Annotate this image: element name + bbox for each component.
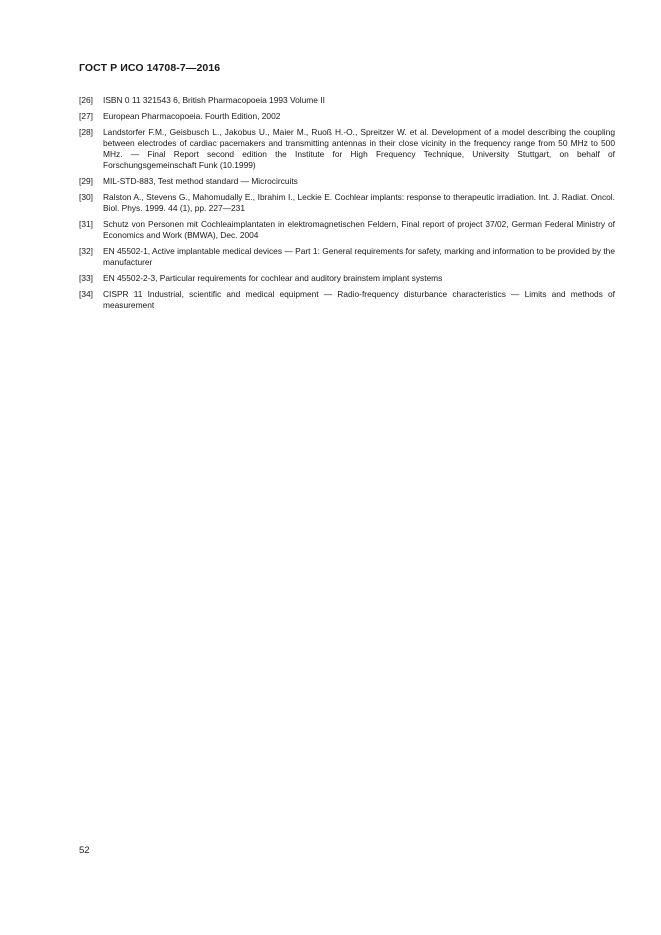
reference-text: Schutz von Personen mit Cochleaimplantaten in elektromagnetischen Feldern, Final report of project 37/02, German Federal Ministry of Economics and Work (BMWA), Dec. 2004 bbox=[103, 219, 615, 240]
reference-text: EN 45502-1, Active implantable medical devices — Part 1: General requirements for safety, marking and information to be provided by the manufacturer bbox=[103, 246, 615, 267]
reference-number: [34] bbox=[79, 289, 93, 299]
reference-item bbox=[79, 127, 615, 171]
reference-item bbox=[79, 95, 615, 106]
reference-item bbox=[79, 176, 615, 187]
reference-item bbox=[79, 289, 615, 311]
reference-text: EN 45502-2-3, Particular requirements for cochlear and auditory brainstem implant systems bbox=[103, 273, 443, 283]
reference-item bbox=[79, 111, 615, 122]
reference-text: European Pharmacopoeia. Fourth Edition, 2002 bbox=[103, 111, 281, 121]
page-number: 52 bbox=[79, 845, 90, 856]
reference-number: [29] bbox=[79, 176, 93, 186]
reference-number: [31] bbox=[79, 219, 93, 229]
reference-text: Landstorfer F.M., Geisbusch L., Jakobus U., Maier M., Ruoß H.-O., Spreitzer W. et al. Development of a model describing the coupling between electrodes of cardiac pacemakers and transmitting antennas in their close vicinity in the frequency range from 50 MHz to 500 MHz. — Final Report second edition the Institute for High Frequency Technique, University Stuttgart, on behalf of Forschungsgemeinschaft Funk (10.1999) bbox=[103, 127, 615, 170]
reference-text: ISBN 0 11 321543 6, British Pharmacopoeia 1993 Volume II bbox=[103, 95, 325, 105]
document-header: ГОСТ Р ИСО 14708-7—2016 bbox=[79, 62, 221, 74]
reference-text: CISPR 11 Industrial, scientific and medical equipment — Radio-frequency disturbance characteristics — Limits and methods of measurement bbox=[103, 289, 615, 310]
reference-item bbox=[79, 219, 615, 241]
reference-number: [27] bbox=[79, 111, 93, 121]
reference-text: Ralston A., Stevens G., Mahomudally E., Ibrahim I., Leckie E. Cochlear implants: response to therapeutic irradiation. Int. J. Radiat. Oncol. Biol. Phys. 1999. 44 (1), pp. 227—231 bbox=[103, 192, 615, 213]
reference-list bbox=[79, 95, 615, 316]
reference-item bbox=[79, 273, 615, 284]
reference-number: [33] bbox=[79, 273, 93, 283]
reference-number: [28] bbox=[79, 127, 93, 137]
reference-number: [26] bbox=[79, 95, 93, 105]
reference-number: [32] bbox=[79, 246, 93, 256]
reference-number: [30] bbox=[79, 192, 93, 202]
reference-item bbox=[79, 192, 615, 214]
reference-text: MIL-STD-883, Test method standard — Microcircuits bbox=[103, 176, 298, 186]
reference-item bbox=[79, 246, 615, 268]
